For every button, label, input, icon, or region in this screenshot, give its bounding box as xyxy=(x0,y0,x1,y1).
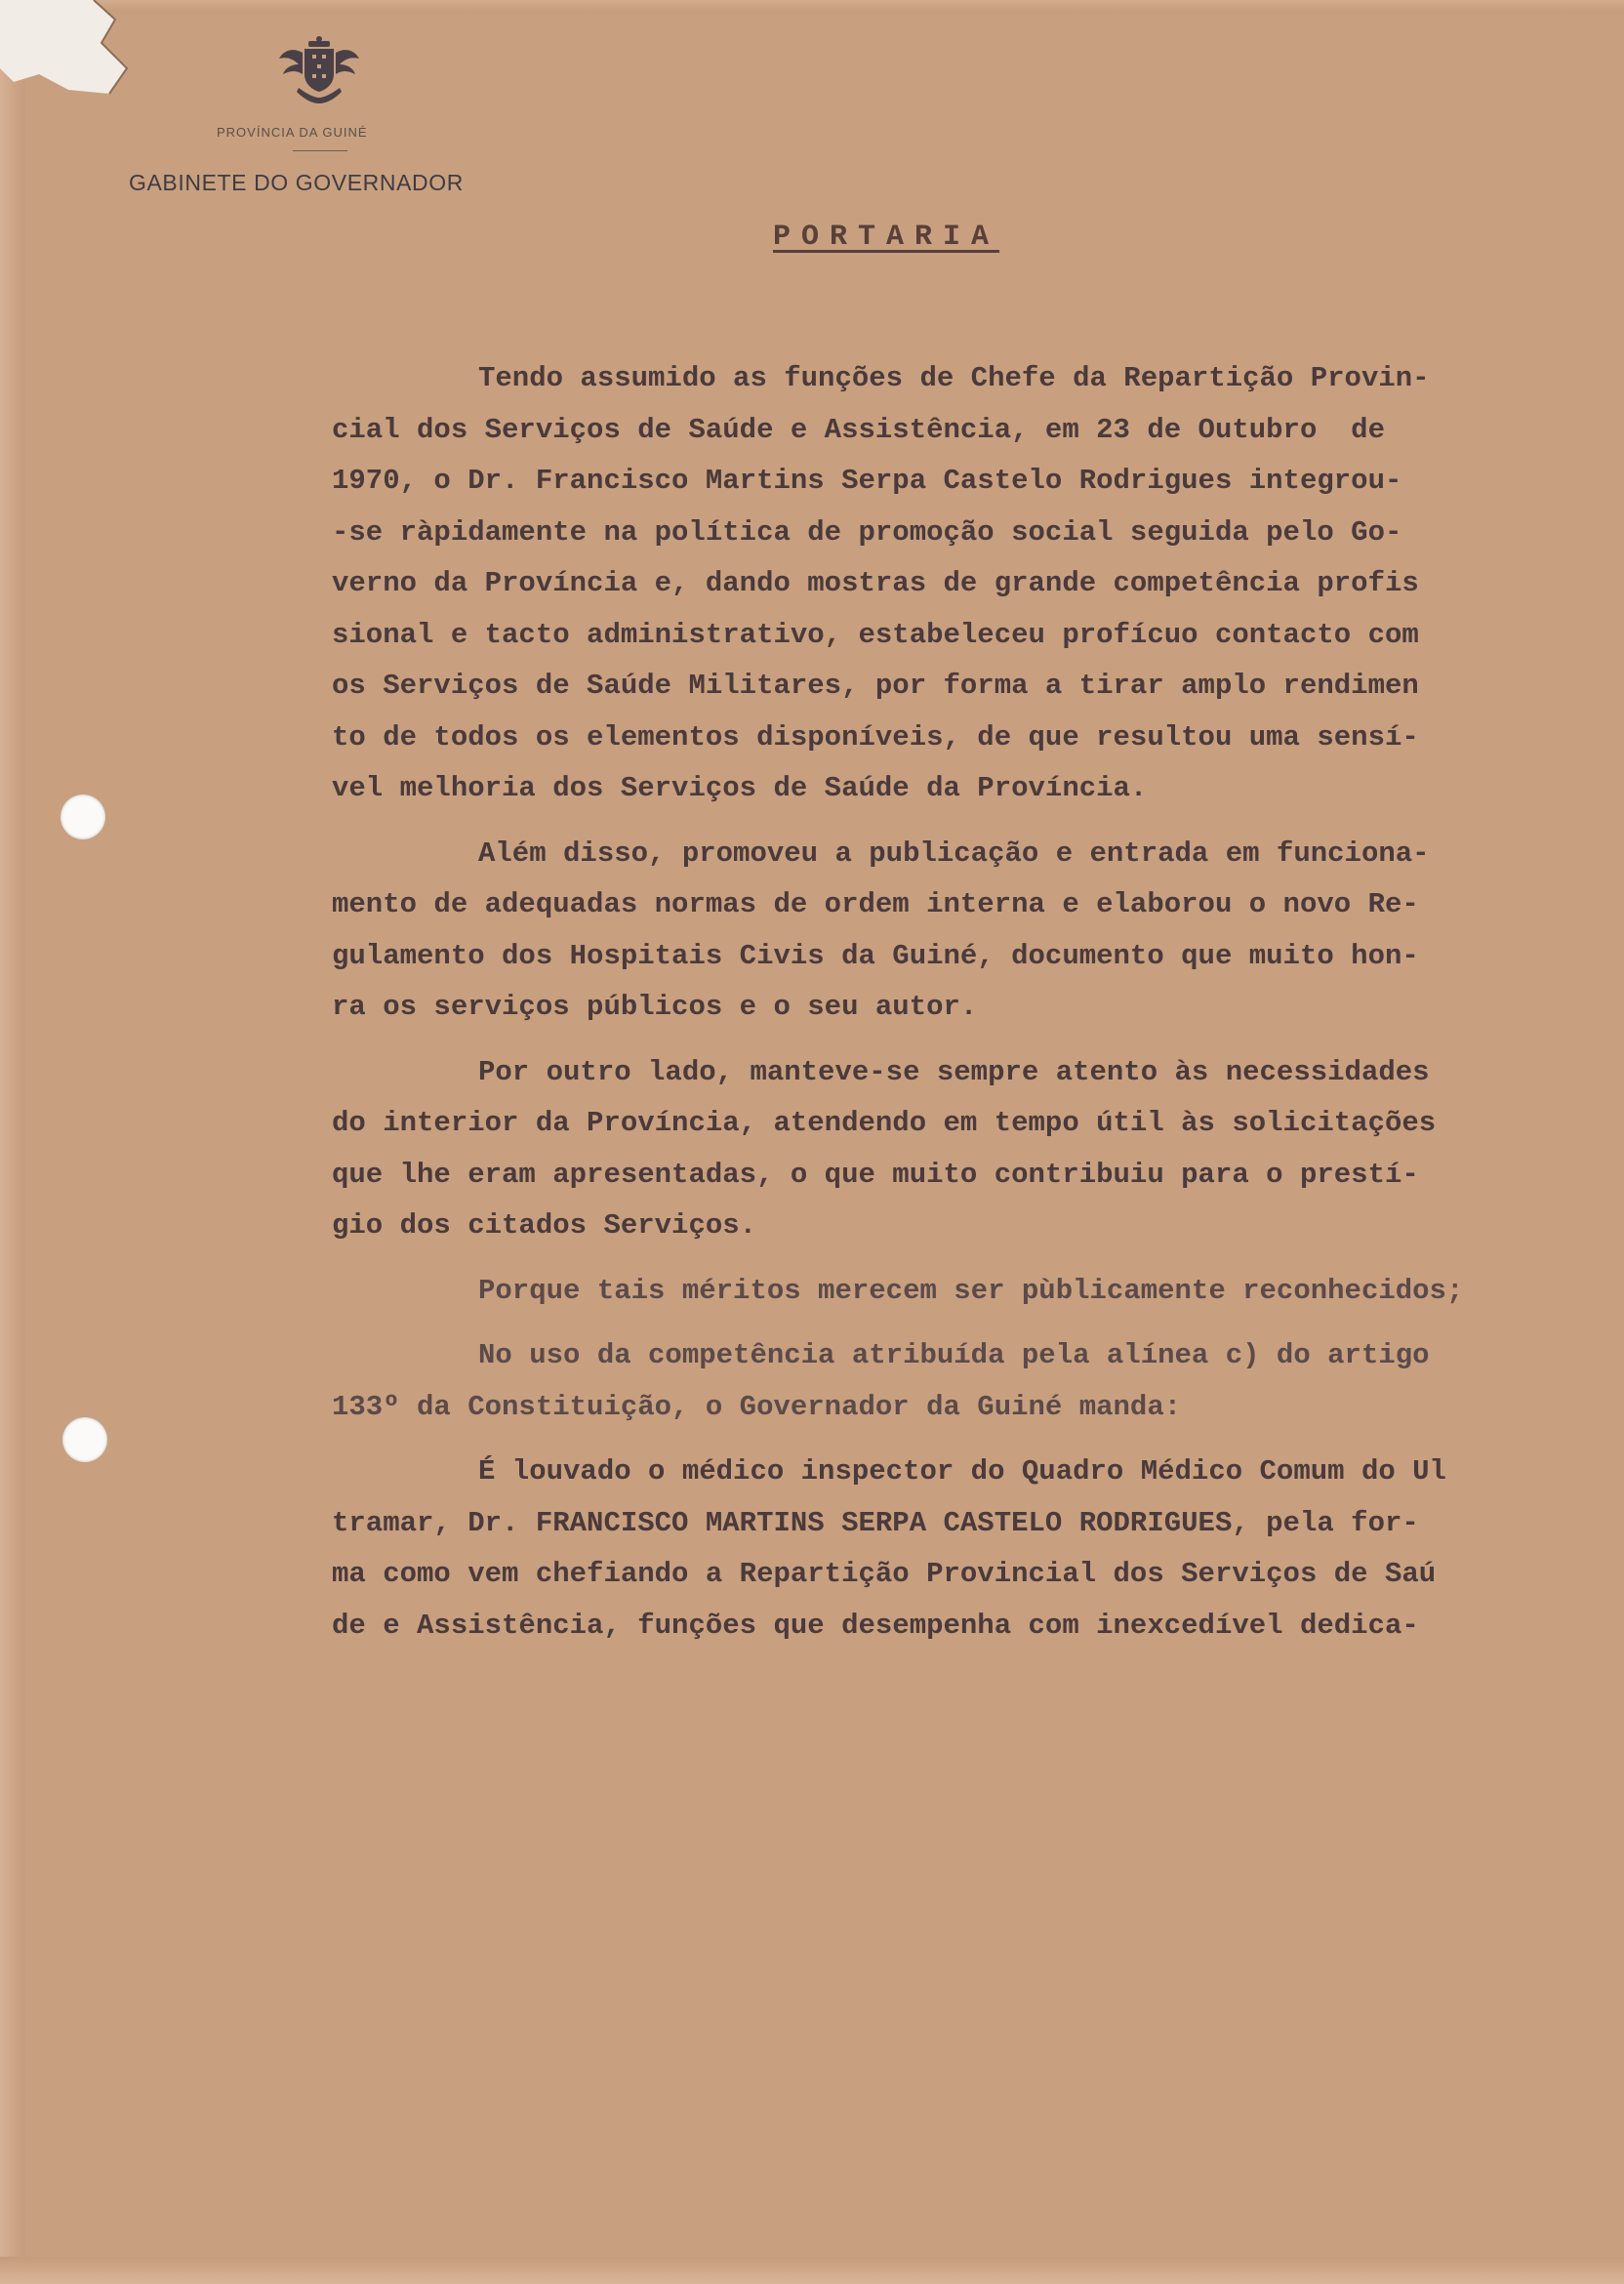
header-divider xyxy=(293,150,347,151)
text-line: Tendo assumido as funções de Chefe da Repartição Provin- xyxy=(478,362,1430,394)
text-line: de e Assistência, funções que desempenha com inexcedível dedica- xyxy=(332,1609,1419,1642)
text-line: tramar, Dr. FRANCISCO MARTINS SERPA CASTELO RODRIGUES, pela for- xyxy=(332,1506,1419,1539)
text-line: No uso da competência atribuída pela alínea c) do artigo xyxy=(478,1339,1430,1371)
punch-hole-top xyxy=(61,795,105,839)
text-line: 133º da Constituição, o Governador da Guiné manda: xyxy=(332,1390,1182,1423)
text-line: do interior da Província, atendendo em tempo útil às solicitações xyxy=(332,1107,1437,1139)
paragraph-2 xyxy=(332,829,1591,1034)
text-line: -se ràpidamente na política de promoção social seguida pelo Go- xyxy=(332,515,1402,549)
text-line: vel melhoria dos Serviços de Saúde da Província. xyxy=(332,772,1148,804)
text-line: mento de adequadas normas de ordem interna e elaborou o novo Re- xyxy=(332,888,1419,920)
paper-edge-top xyxy=(0,0,1624,10)
text-line: sional e tacto administrativo, estabeleceu profícuo contacto com xyxy=(332,618,1419,651)
punch-hole-bottom xyxy=(62,1417,107,1462)
text-line: to de todos os elementos disponíveis, de que resultou uma sensí- xyxy=(332,720,1419,754)
text-line: ra os serviços públicos e o seu autor. xyxy=(332,991,978,1023)
document-title: PORTARIA xyxy=(773,221,1000,254)
coat-of-arms-icon xyxy=(275,35,363,107)
paper-edge-left xyxy=(0,0,25,2284)
text-line: Por outro lado, manteve-se sempre atento às necessidades xyxy=(478,1055,1430,1088)
text-line: 1970, o Dr. Francisco Martins Serpa Castelo Rodrigues integrou- xyxy=(332,465,1402,497)
text-line: É louvado o médico inspector do Quadro Médico Comum do Ul xyxy=(478,1455,1446,1488)
text-line: ma como vem chefiando a Repartição Provincial dos Serviços de Saú xyxy=(332,1558,1437,1590)
paragraph-3 xyxy=(332,1047,1591,1252)
text-line: gio dos citados Serviços. xyxy=(332,1209,757,1242)
province-label: PROVÍNCIA DA GUINÉ xyxy=(217,125,368,140)
office-label: GABINETE DO GOVERNADOR xyxy=(129,170,464,195)
paragraph-6 xyxy=(332,1447,1591,1652)
text-line: Porque tais méritos merecem ser pùblicamente reconhecidos; xyxy=(478,1274,1464,1307)
text-line: os Serviços de Saúde Militares, por forma a tirar amplo rendimen xyxy=(332,670,1419,702)
text-line: cial dos Serviços de Saúde e Assistência, em 23 de Outubro de xyxy=(332,413,1385,446)
text-line: verno da Província e, dando mostras de grande competência profis xyxy=(332,567,1419,599)
paper-edge-bottom xyxy=(0,2257,1624,2284)
document-body xyxy=(332,353,1591,1652)
paragraph-4 xyxy=(332,1266,1591,1318)
text-line: Além disso, promoveu a publicação e entrada em funciona- xyxy=(478,836,1430,870)
paragraph-1 xyxy=(332,353,1591,815)
paragraph-5 xyxy=(332,1330,1591,1433)
text-line: que lhe eram apresentadas, o que muito contribuiu para o prestí- xyxy=(332,1158,1419,1191)
torn-corner xyxy=(0,0,137,98)
text-line: gulamento dos Hospitais Civis da Guiné, documento que muito hon- xyxy=(332,939,1419,972)
